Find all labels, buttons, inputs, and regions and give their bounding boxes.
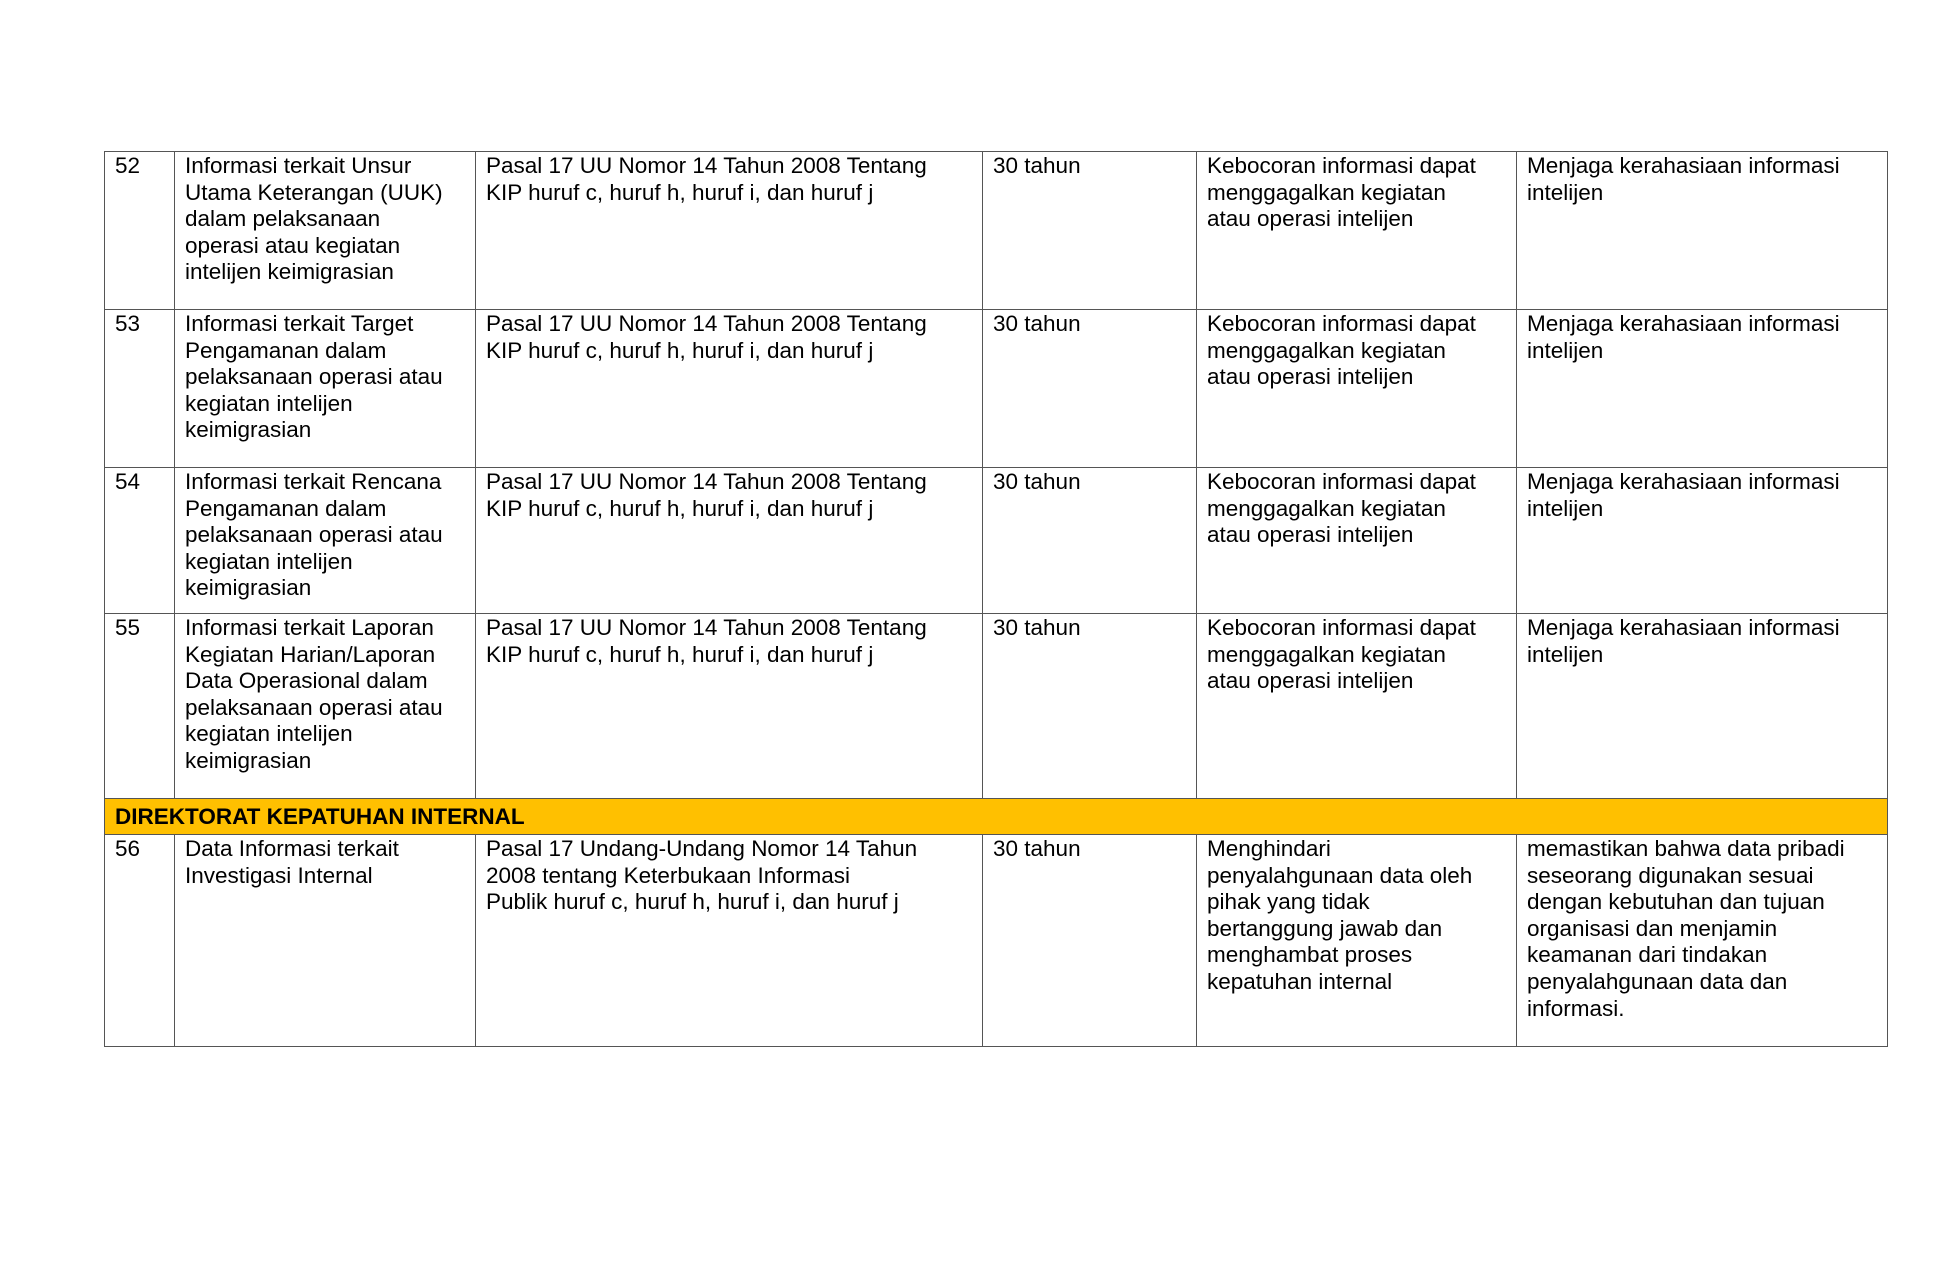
konsekuensi-cell: Kebocoran informasi dapat menggagalkan kegiatan atau operasi intelijen	[1197, 310, 1517, 468]
jangka-waktu-cell: 30 tahun	[983, 468, 1197, 614]
alasan-cell: Menjaga kerahasiaan informasi intelijen	[1517, 614, 1888, 799]
jangka-waktu-cell: 30 tahun	[983, 835, 1197, 1047]
table-row	[105, 468, 1888, 614]
jangka-waktu-cell: 30 tahun	[983, 152, 1197, 310]
dasar-hukum-cell: Pasal 17 UU Nomor 14 Tahun 2008 Tentang KIP huruf c, huruf h, huruf i, dan huruf j	[476, 152, 983, 310]
table-row	[105, 835, 1888, 1047]
row-number: 56	[105, 835, 175, 1047]
row-number: 55	[105, 614, 175, 799]
dasar-hukum-cell: Pasal 17 UU Nomor 14 Tahun 2008 Tentang KIP huruf c, huruf h, huruf i, dan huruf j	[476, 614, 983, 799]
row-number: 53	[105, 310, 175, 468]
informasi-cell: Informasi terkait Laporan Kegiatan Harian/Laporan Data Operasional dalam pelaksanaan operasi atau kegiatan intelijen keimigrasian	[175, 614, 476, 799]
informasi-cell: Informasi terkait Rencana Pengamanan dalam pelaksanaan operasi atau kegiatan intelijen keimigrasian	[175, 468, 476, 614]
information-table	[104, 151, 1888, 1047]
jangka-waktu-cell: 30 tahun	[983, 614, 1197, 799]
alasan-cell: memastikan bahwa data pribadi seseorang digunakan sesuai dengan kebutuhan dan tujuan organisasi dan menjamin keamanan dari tindakan penyalahgunaan data dan informasi.	[1517, 835, 1888, 1047]
informasi-cell: Informasi terkait Unsur Utama Keterangan (UUK) dalam pelaksanaan operasi atau kegiatan intelijen keimigrasian	[175, 152, 476, 310]
table-row	[105, 614, 1888, 799]
dasar-hukum-cell: Pasal 17 UU Nomor 14 Tahun 2008 Tentang KIP huruf c, huruf h, huruf i, dan huruf j	[476, 310, 983, 468]
table-row	[105, 310, 1888, 468]
alasan-cell: Menjaga kerahasiaan informasi intelijen	[1517, 310, 1888, 468]
jangka-waktu-cell: 30 tahun	[983, 310, 1197, 468]
informasi-cell: Informasi terkait Target Pengamanan dalam pelaksanaan operasi atau kegiatan intelijen keimigrasian	[175, 310, 476, 468]
konsekuensi-cell: Kebocoran informasi dapat menggagalkan kegiatan atau operasi intelijen	[1197, 468, 1517, 614]
row-number: 52	[105, 152, 175, 310]
dasar-hukum-cell: Pasal 17 Undang-Undang Nomor 14 Tahun 2008 tentang Keterbukaan Informasi Publik huruf c, huruf h, huruf i, dan huruf j	[476, 835, 983, 1047]
table-row	[105, 152, 1888, 310]
dasar-hukum-cell: Pasal 17 UU Nomor 14 Tahun 2008 Tentang KIP huruf c, huruf h, huruf i, dan huruf j	[476, 468, 983, 614]
row-number: 54	[105, 468, 175, 614]
konsekuensi-cell: Menghindari penyalahgunaan data oleh pihak yang tidak bertanggung jawab dan menghambat proses kepatuhan internal	[1197, 835, 1517, 1047]
alasan-cell: Menjaga kerahasiaan informasi intelijen	[1517, 152, 1888, 310]
section-header-row	[105, 799, 1888, 835]
konsekuensi-cell: Kebocoran informasi dapat menggagalkan kegiatan atau operasi intelijen	[1197, 152, 1517, 310]
informasi-cell: Data Informasi terkait Investigasi Internal	[175, 835, 476, 1047]
alasan-cell: Menjaga kerahasiaan informasi intelijen	[1517, 468, 1888, 614]
section-header: DIREKTORAT KEPATUHAN INTERNAL	[105, 799, 1888, 835]
konsekuensi-cell: Kebocoran informasi dapat menggagalkan kegiatan atau operasi intelijen	[1197, 614, 1517, 799]
